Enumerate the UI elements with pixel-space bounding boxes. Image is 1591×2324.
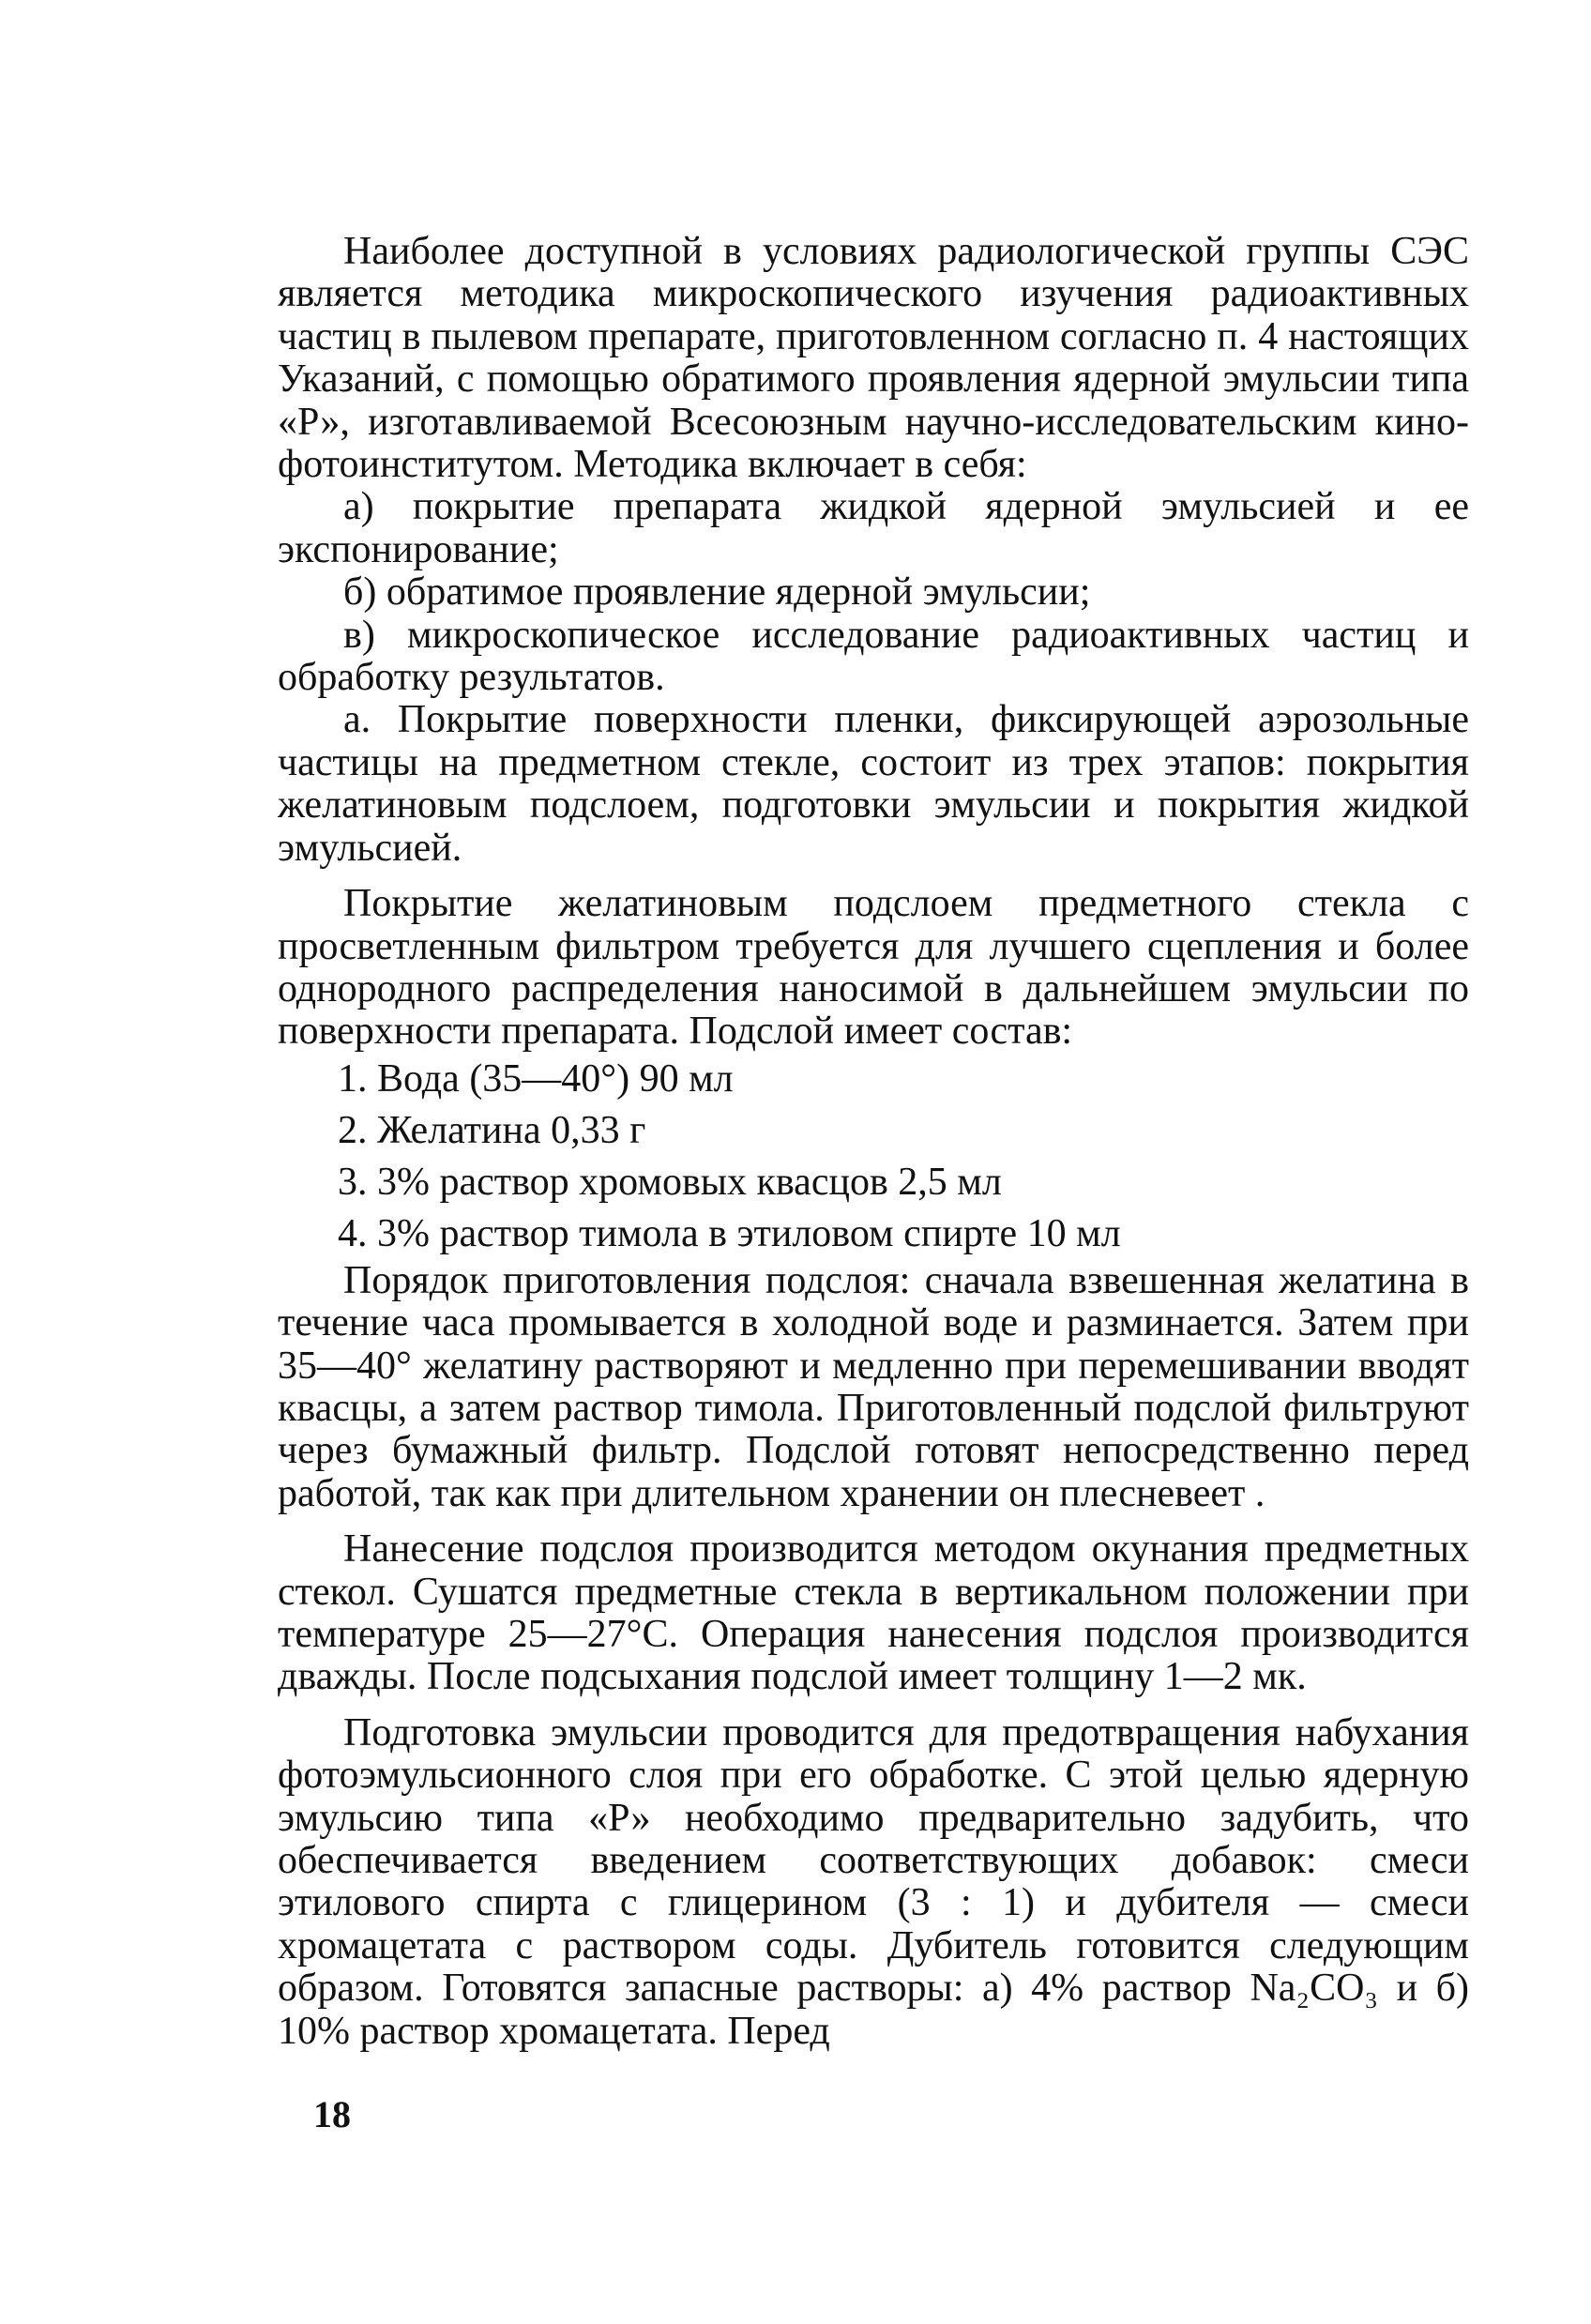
paragraph-application: Нанесение подслоя производится методом окунания предметных стекол. Сушатся предметные стекла в вертикальном положении при температуре 25—27°С. Операция нанесения подслоя производится дважды. После подсыхания подслой имеет толщину 1—2 мк. [278, 1527, 1469, 1699]
paragraph-gelatin-coating: Покрытие желатиновым подслоем предметного стекла с просветленным фильтром требуется для лучшего сцепления и более однородного распределения наносимой в дальнейшем эмульсии по поверхности препарата. Подслой имеет состав: [278, 882, 1469, 1054]
paragraph-item-v: в) микроскопическое исследование радиоактивных частиц и обработку результатов. [278, 613, 1469, 700]
list-item-3: 3. 3% раствор хромовых квасцов 2,5 мл [338, 1160, 1002, 1204]
paragraph-intro: Наиболее доступной в условиях радиологической группы СЭС является методика микроскопического изучения радиоактивных частиц в пылевом препарате, приготовленном согласно п. 4 настоящих Указаний, с помощью обратимого проявления ядерной эмульсии типа «Р», изготавливаемой Всесоюзным научно-исследовательским кино-фотоинститутом. Методика включает в себя: [278, 230, 1469, 487]
paragraph-emulsion-preparation: Подготовка эмульсии проводится для предотвращения набухания фотоэмульсионного слоя при его обработке. С этой целью ядерную эмульсию типа «Р» необходимо предварительно задубить, что обеспечивается введением соответствующих добавок: смеси этилового спирта с глицерином (3 : 1) и дубителя — смеси хромацетата с раствором соды. Дубитель готовится следующим образом. Готовятся запасные растворы: а) 4% раствор Na₂CO₃ и б) 10% раствор хромацетата. Перед [278, 1710, 1469, 2053]
list-item-4: 4. 3% раствор тимола в этиловом спирте 10 мл [338, 1211, 1121, 1255]
paragraph-item-a: а) покрытие препарата жидкой ядерной эмульсией и ее экспонирование; [278, 485, 1469, 571]
list-item-1: 1. Вода (35—40°) 90 мл [338, 1056, 734, 1101]
list-item-2: 2. Желатина 0,33 г [338, 1108, 646, 1152]
paragraph-section-a: а. Покрытие поверхности пленки, фиксирующей аэрозольные частицы на предметном стекле, состоит из трех этапов: покрытия желатиновым подслоем, подготовки эмульсии и покрытия жидкой эмульсией. [278, 698, 1469, 870]
page-number: 18 [313, 2093, 351, 2135]
paragraph-item-b: б) обратимое проявление ядерной эмульсии; [343, 570, 1091, 615]
body-text [278, 231, 1469, 2053]
paragraph-preparation-order: Порядок приготовления подслоя: сначала взвешенная желатина в течение часа промывается в холодной воде и разминается. Затем при 35—40° желатину растворяют и медленно при перемешивании вводят квасцы, а затем раствор тимола. Приготовленный подслой фильтруют через бумажный фильтр. Подслой готовят непосредственно перед работой, так как при длительном хранении он плесневеет . [278, 1258, 1469, 1515]
